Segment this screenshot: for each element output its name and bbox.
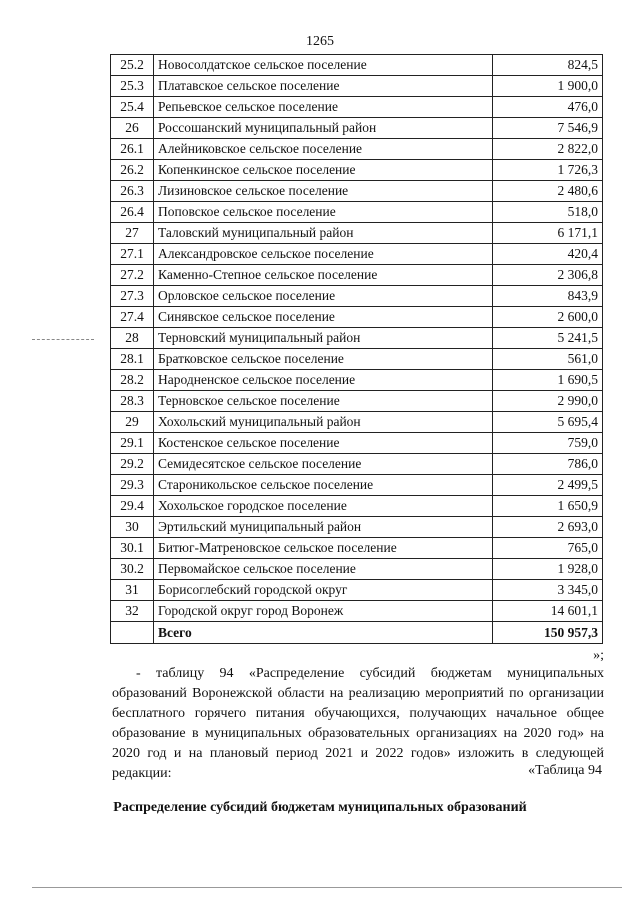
row-number: 27.2 bbox=[111, 265, 154, 286]
subsidy-table-body bbox=[111, 55, 603, 644]
row-number: 29.3 bbox=[111, 475, 154, 496]
row-number: 29.2 bbox=[111, 454, 154, 475]
table-row bbox=[111, 265, 603, 286]
row-number: 29.4 bbox=[111, 496, 154, 517]
row-value: 3 345,0 bbox=[493, 580, 603, 601]
table-row bbox=[111, 139, 603, 160]
table-row bbox=[111, 349, 603, 370]
row-name: Терновский муниципальный район bbox=[154, 328, 493, 349]
row-value: 2 600,0 bbox=[493, 307, 603, 328]
row-number: 27.3 bbox=[111, 286, 154, 307]
row-value: 1 928,0 bbox=[493, 559, 603, 580]
row-number: 26.2 bbox=[111, 160, 154, 181]
section-heading: Распределение субсидий бюджетам муниципальных образований bbox=[113, 800, 527, 815]
table-row bbox=[111, 202, 603, 223]
row-number: 28.3 bbox=[111, 391, 154, 412]
table-row bbox=[111, 118, 603, 139]
row-value: 765,0 bbox=[493, 538, 603, 559]
table-row bbox=[111, 370, 603, 391]
row-value: 5 241,5 bbox=[493, 328, 603, 349]
subsidy-table bbox=[110, 54, 603, 644]
row-name: Хохольское городское поселение bbox=[154, 496, 493, 517]
row-name: Таловский муниципальный район bbox=[154, 223, 493, 244]
table-row bbox=[111, 433, 603, 454]
amendment-paragraph: - таблицу 94 «Распределение субсидий бюджетам муниципальных образований Воронежской области на реализацию мероприятий по организации бесплатного горячего питания обучающихся, получающих начальное общее образование в муниципальных образовательных организациях на 2020 год» на 2020 год и на плановый период 2021 и 2022 годов» изложить в следующей редакции: bbox=[112, 666, 604, 781]
table-row bbox=[111, 601, 603, 622]
row-number: 32 bbox=[111, 601, 154, 622]
table-row bbox=[111, 76, 603, 97]
row-number: 28 bbox=[111, 328, 154, 349]
table-row bbox=[111, 538, 603, 559]
row-name: Битюг-Матреновское сельское поселение bbox=[154, 538, 493, 559]
row-name: Первомайское сельское поселение bbox=[154, 559, 493, 580]
row-number: 30.1 bbox=[111, 538, 154, 559]
table-row bbox=[111, 244, 603, 265]
row-name: Репьевское сельское поселение bbox=[154, 97, 493, 118]
table-row bbox=[111, 496, 603, 517]
total-label: Всего bbox=[154, 622, 493, 644]
row-value: 2 822,0 bbox=[493, 139, 603, 160]
page-number: 1265 bbox=[306, 34, 334, 49]
table-row bbox=[111, 55, 603, 76]
row-number: 27 bbox=[111, 223, 154, 244]
row-value: 1 650,9 bbox=[493, 496, 603, 517]
table-row bbox=[111, 559, 603, 580]
row-number: 25.3 bbox=[111, 76, 154, 97]
row-name: Россошанский муниципальный район bbox=[154, 118, 493, 139]
row-value: 518,0 bbox=[493, 202, 603, 223]
row-value: 6 171,1 bbox=[493, 223, 603, 244]
row-name: Семидесятское сельское поселение bbox=[154, 454, 493, 475]
row-name: Народненское сельское поселение bbox=[154, 370, 493, 391]
table-row bbox=[111, 580, 603, 601]
row-number: 31 bbox=[111, 580, 154, 601]
row-number: 27.4 bbox=[111, 307, 154, 328]
row-name: Алейниковское сельское поселение bbox=[154, 139, 493, 160]
row-number: 26 bbox=[111, 118, 154, 139]
row-value: 2 499,5 bbox=[493, 475, 603, 496]
row-number: 27.1 bbox=[111, 244, 154, 265]
row-name: Хохольский муниципальный район bbox=[154, 412, 493, 433]
row-value: 420,4 bbox=[493, 244, 603, 265]
scan-artifact-line bbox=[32, 339, 94, 340]
total-value: 150 957,3 bbox=[493, 622, 603, 644]
row-name: Поповское сельское поселение bbox=[154, 202, 493, 223]
row-value: 2 693,0 bbox=[493, 517, 603, 538]
row-value: 2 306,8 bbox=[493, 265, 603, 286]
row-name: Эртильский муниципальный район bbox=[154, 517, 493, 538]
row-number: 25.4 bbox=[111, 97, 154, 118]
row-name: Каменно-Степное сельское поселение bbox=[154, 265, 493, 286]
row-number: 26.1 bbox=[111, 139, 154, 160]
row-name: Братковское сельское поселение bbox=[154, 349, 493, 370]
row-value: 476,0 bbox=[493, 97, 603, 118]
row-name: Борисоглебский городской округ bbox=[154, 580, 493, 601]
row-name: Терновское сельское поселение bbox=[154, 391, 493, 412]
row-name: Костенское сельское поселение bbox=[154, 433, 493, 454]
row-name: Староникольское сельское поселение bbox=[154, 475, 493, 496]
table-row bbox=[111, 97, 603, 118]
row-value: 1 690,5 bbox=[493, 370, 603, 391]
table-row bbox=[111, 391, 603, 412]
row-value: 1 726,3 bbox=[493, 160, 603, 181]
row-value: 2 990,0 bbox=[493, 391, 603, 412]
total-number bbox=[111, 622, 154, 644]
quote-close: »; bbox=[593, 648, 604, 663]
row-value: 14 601,1 bbox=[493, 601, 603, 622]
row-number: 28.1 bbox=[111, 349, 154, 370]
table-row bbox=[111, 475, 603, 496]
row-value: 1 900,0 bbox=[493, 76, 603, 97]
row-name: Орловское сельское поселение bbox=[154, 286, 493, 307]
row-number: 25.2 bbox=[111, 55, 154, 76]
row-value: 843,9 bbox=[493, 286, 603, 307]
table-caption: «Таблица 94 bbox=[528, 763, 602, 778]
table-row bbox=[111, 307, 603, 328]
row-number: 30 bbox=[111, 517, 154, 538]
row-name: Александровское сельское поселение bbox=[154, 244, 493, 265]
row-value: 824,5 bbox=[493, 55, 603, 76]
row-value: 2 480,6 bbox=[493, 181, 603, 202]
row-name: Лизиновское сельское поселение bbox=[154, 181, 493, 202]
row-name: Городской округ город Воронеж bbox=[154, 601, 493, 622]
table-row bbox=[111, 412, 603, 433]
table-row bbox=[111, 160, 603, 181]
table-row bbox=[111, 286, 603, 307]
row-value: 5 695,4 bbox=[493, 412, 603, 433]
row-number: 30.2 bbox=[111, 559, 154, 580]
row-number: 28.2 bbox=[111, 370, 154, 391]
table-total-row bbox=[111, 622, 603, 644]
row-value: 561,0 bbox=[493, 349, 603, 370]
row-value: 786,0 bbox=[493, 454, 603, 475]
table-row bbox=[111, 181, 603, 202]
bottom-rule bbox=[32, 887, 622, 888]
row-name: Копенкинское сельское поселение bbox=[154, 160, 493, 181]
row-number: 26.3 bbox=[111, 181, 154, 202]
row-number: 26.4 bbox=[111, 202, 154, 223]
row-name: Синявское сельское поселение bbox=[154, 307, 493, 328]
table-row bbox=[111, 328, 603, 349]
row-name: Платавское сельское поселение bbox=[154, 76, 493, 97]
row-name: Новосолдатское сельское поселение bbox=[154, 55, 493, 76]
row-value: 7 546,9 bbox=[493, 118, 603, 139]
row-number: 29.1 bbox=[111, 433, 154, 454]
table-row bbox=[111, 454, 603, 475]
table-row bbox=[111, 517, 603, 538]
row-value: 759,0 bbox=[493, 433, 603, 454]
row-number: 29 bbox=[111, 412, 154, 433]
table-row bbox=[111, 223, 603, 244]
